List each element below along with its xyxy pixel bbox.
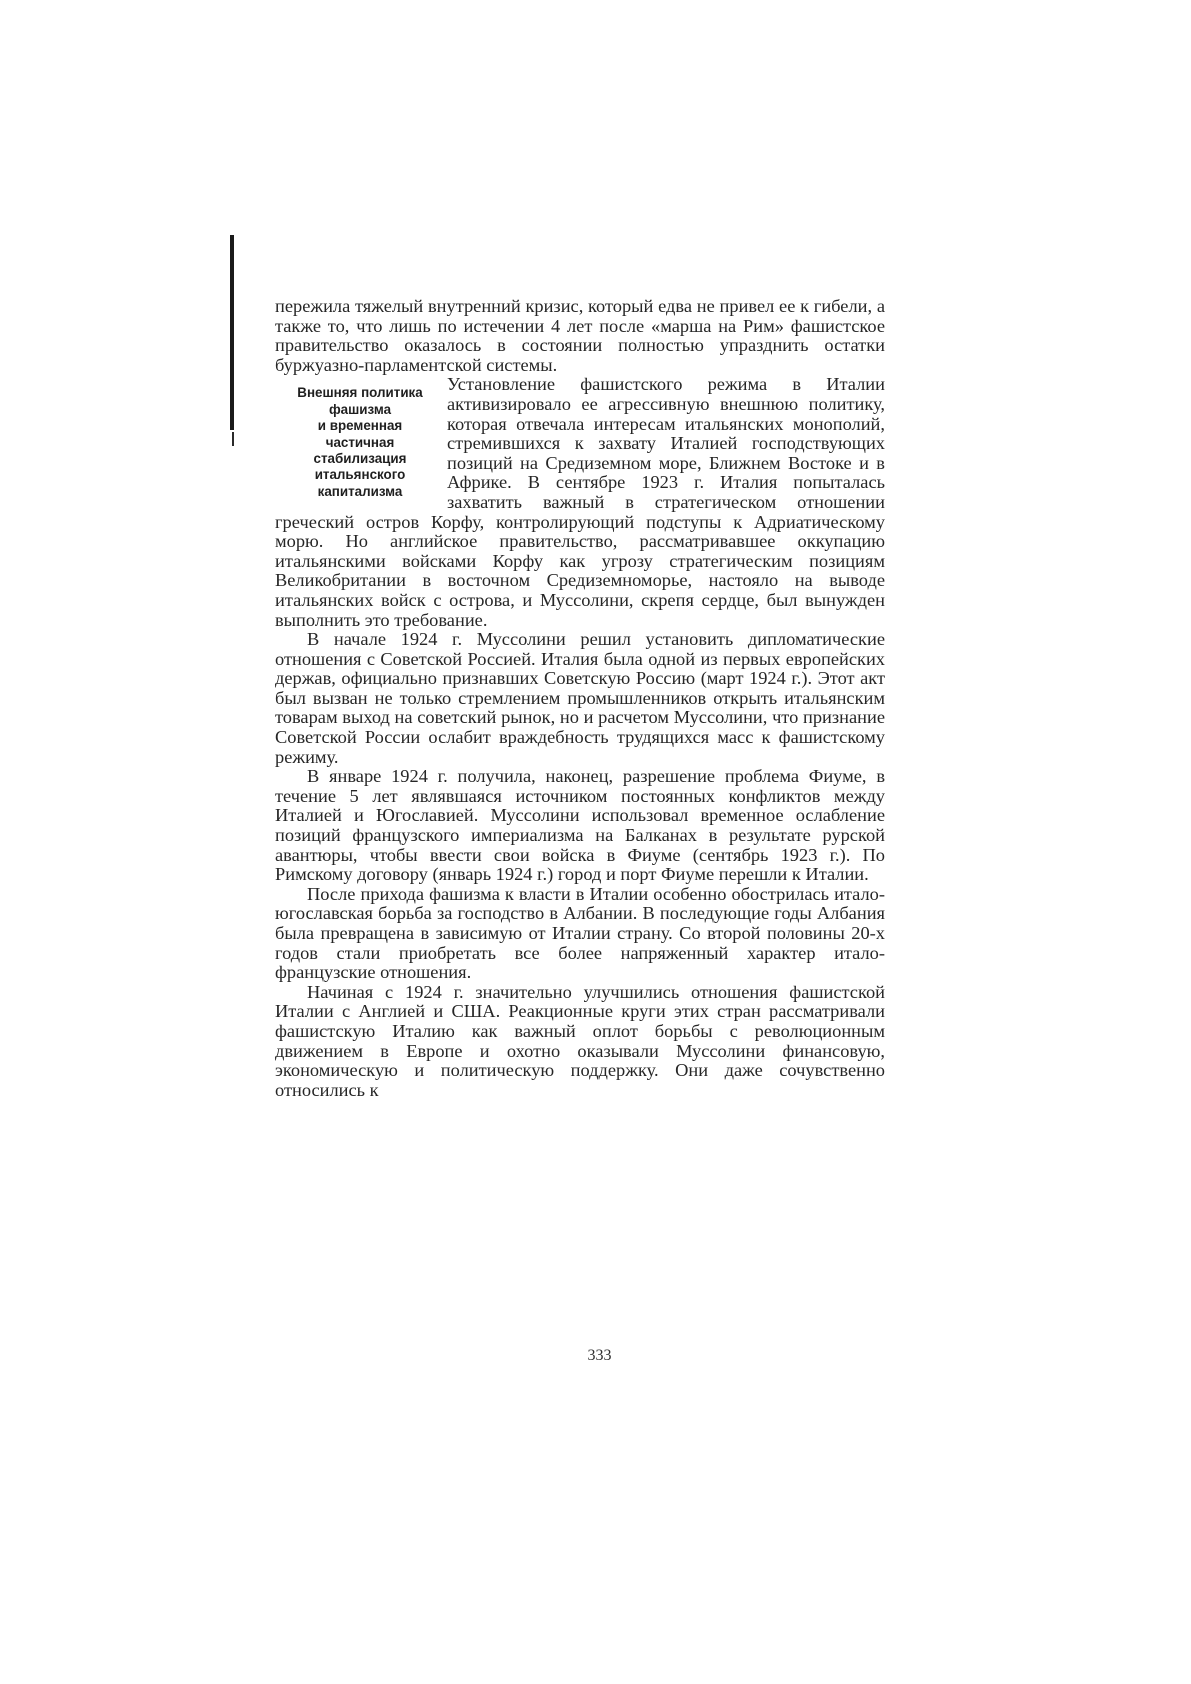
margin-mark	[232, 432, 234, 446]
margin-bar	[230, 235, 234, 430]
side-heading-line: частичная	[325, 434, 395, 450]
side-heading-line: Внешняя политика	[297, 385, 423, 401]
paragraph-fiume: В январе 1924 г. получила, наконец, разрешение проблема Фиуме, в течение 5 лет являвшаяся источником постоянных конфликтов между Италией и Югославией. Муссолини использовал временное ослабление позиций французского империализма на Балканах в результате рурской авантюры, чтобы ввести свои войска в Фиуме (сентябрь 1923 г.). По Римскому договору (январь 1924 г.) город и порт Фиуме перешли к Италии.	[275, 766, 885, 885]
paragraph-england-usa: Начиная с 1924 г. значительно улучшились отношения фашистской Италии с Англией и США. Реакционные круги этих стран рассматривали фашистскую Италию как важный оплот борьбы с революционным движением в Европе и охотно оказывали Муссолини финансовую, экономическую и политическую поддержку. Они даже сочувственно относились к	[275, 981, 885, 1100]
side-heading-line: стабилизация	[313, 451, 407, 466]
document-page	[275, 297, 885, 1100]
paragraph-albania: После прихода фашизма к власти в Италии особенно обострилась итало-югославская борьба за господство в Албании. В последующие годы Албания была превращена в зависимую от Италии страну. Со второй половины 20-х годов стали приобретать все более напряженный характер итало-французские отношения.	[275, 883, 885, 983]
paragraph-soviet-relations: В начале 1924 г. Муссолини решил установить дипломатические отношения с Советской Россией. Италия была одной из первых европейских держав, официально признавших Советскую Россию (март 1924 г.). Этот акт был вызван не только стремлением промышленников открыть итальянским товарам выход на советский рынок, но и расчетом Муссолини, что признание Советской России ослабит враждебность трудящихся масс к фашистскому режиму.	[275, 629, 885, 767]
side-heading-line: фашизма	[328, 401, 392, 417]
paragraph-foreign-policy: Установление фашистского режима в Италии активизировало ее агрессивную внешнюю политику, которая отвечала интересам итальянских монополий, стремившихся к захвату Италией господствующих позиций на Средиземном море, Ближнем Востоке и в Африке. В сентябре 1923 г. Италия попыталась захватить важный в стратегическом отношении греческий остров Корфу, контролирующий подступы к Адриатическому морю. Но английское правительство, рассматривавшее оккупацию итальянскими войсками Корфу как угрозу стратегическим позициям Великобритании в восточном Средиземноморье, настояло на выводе итальянских войск с острова, и Муссолини, скрепя сердце, был вынужден выполнить это требование.	[275, 374, 885, 630]
paragraph-continuation: пережила тяжелый внутренний кризис, который едва не привел ее к гибели, а также то, что лишь по истечении 4 лет после «марша на Рим» фашистское правительство оказалось в состоянии полностью упразднить остатки буржуазно-парламентской системы.	[275, 296, 885, 375]
side-heading-line: капитализма	[317, 483, 403, 499]
side-heading-line: итальянского	[314, 467, 406, 483]
side-heading	[275, 385, 447, 500]
side-heading-line: и временная	[317, 418, 403, 434]
page-number: 333	[587, 1347, 612, 1364]
